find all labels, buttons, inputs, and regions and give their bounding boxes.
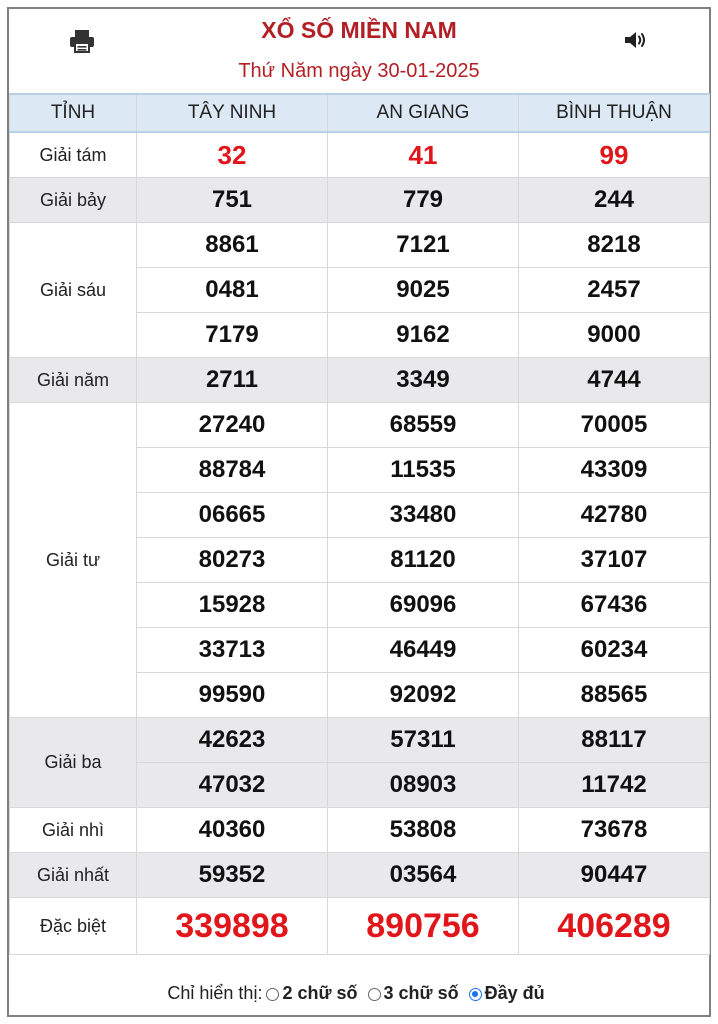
prize-number: 41: [328, 132, 519, 178]
prize-number: 779: [328, 178, 519, 223]
prize-number: 80273: [137, 538, 328, 583]
prize-number: 67436: [519, 583, 710, 628]
prize-number: 53808: [328, 808, 519, 853]
special-prize-number: 339898: [137, 898, 328, 955]
prize-number: 11535: [328, 448, 519, 493]
province-column-label: TỈNH: [10, 94, 137, 132]
prize-row-g3: [10, 718, 710, 763]
prize-number: 40360: [137, 808, 328, 853]
special-prize-number: 890756: [328, 898, 519, 955]
prize-label: Đặc biệt: [10, 898, 137, 955]
header: [9, 9, 709, 93]
prize-number: 42780: [519, 493, 710, 538]
prize-row-g7: [10, 178, 710, 223]
radio-full[interactable]: [469, 988, 482, 1001]
prize-number: 57311: [328, 718, 519, 763]
page-title: XỔ SỐ MIỀN NAM: [261, 17, 457, 43]
prize-number: 244: [519, 178, 710, 223]
prize-row-g2: [10, 808, 710, 853]
prize-number: 08903: [328, 763, 519, 808]
prize-row-g4: [10, 403, 710, 448]
prize-number: 33713: [137, 628, 328, 673]
display-filter-label: Chỉ hiển thị:: [167, 982, 263, 1003]
option-full-label[interactable]: Đầy đủ: [484, 982, 545, 1003]
option-3-digits-label[interactable]: 3 chữ số: [383, 982, 459, 1003]
prize-number: 37107: [519, 538, 710, 583]
prize-number: 70005: [519, 403, 710, 448]
prize-number: 68559: [328, 403, 519, 448]
prize-label: Giải tư: [10, 403, 137, 718]
special-prize-number: 406289: [519, 898, 710, 955]
prize-number: 99590: [137, 673, 328, 718]
draw-date: Thứ Năm ngày 30-01-2025: [238, 60, 480, 82]
prize-number: 3349: [328, 358, 519, 403]
prize-row-g8: [10, 132, 710, 178]
prize-number: 06665: [137, 493, 328, 538]
prize-number: 42623: [137, 718, 328, 763]
prize-number: 69096: [328, 583, 519, 628]
prize-label: Giải ba: [10, 718, 137, 808]
prize-row-g6: [10, 223, 710, 268]
prize-number: 9000: [519, 313, 710, 358]
radio-2-digits[interactable]: [266, 988, 279, 1001]
prize-number: 43309: [519, 448, 710, 493]
prize-row-g5: [10, 358, 710, 403]
prize-number: 7121: [328, 223, 519, 268]
prize-number: 99: [519, 132, 710, 178]
prize-label: Giải năm: [10, 358, 137, 403]
prize-number: 90447: [519, 853, 710, 898]
province-name[interactable]: AN GIANG: [328, 94, 519, 132]
prize-number: 2457: [519, 268, 710, 313]
prize-number: 4744: [519, 358, 710, 403]
prize-number: 27240: [137, 403, 328, 448]
results-panel: [7, 7, 711, 1017]
prize-label: Giải nhất: [10, 853, 137, 898]
prize-number: 46449: [328, 628, 519, 673]
prize-number: 47032: [137, 763, 328, 808]
prize-row-special: [10, 898, 710, 955]
province-name[interactable]: BÌNH THUẬN: [519, 94, 710, 132]
prize-number: 2711: [137, 358, 328, 403]
prize-number: 88117: [519, 718, 710, 763]
prize-number: 11742: [519, 763, 710, 808]
prize-number: 88565: [519, 673, 710, 718]
prize-number: 60234: [519, 628, 710, 673]
prize-number: 33480: [328, 493, 519, 538]
prize-number: 15928: [137, 583, 328, 628]
prize-label: Giải tám: [10, 132, 137, 178]
prize-number: 8218: [519, 223, 710, 268]
prize-number: 9162: [328, 313, 519, 358]
prize-number: 7179: [137, 313, 328, 358]
results-table: [9, 93, 710, 955]
prize-number: 73678: [519, 808, 710, 853]
prize-number: 92092: [328, 673, 519, 718]
prize-number: 88784: [137, 448, 328, 493]
prize-number: 9025: [328, 268, 519, 313]
option-2-digits-label[interactable]: 2 chữ số: [282, 982, 358, 1003]
province-header-row: [10, 94, 710, 132]
prize-number: 8861: [137, 223, 328, 268]
prize-number: 751: [137, 178, 328, 223]
province-name[interactable]: TÂY NINH: [137, 94, 328, 132]
speaker-icon[interactable]: [623, 29, 649, 51]
prize-number: 59352: [137, 853, 328, 898]
radio-3-digits[interactable]: [368, 988, 381, 1001]
prize-number: 0481: [137, 268, 328, 313]
prize-number: 32: [137, 132, 328, 178]
prize-number: 81120: [328, 538, 519, 583]
prize-row-g1: [10, 853, 710, 898]
prize-number: 03564: [328, 853, 519, 898]
prize-label: Giải sáu: [10, 223, 137, 358]
display-filter: [9, 973, 709, 1013]
prize-label: Giải bảy: [10, 178, 137, 223]
prize-label: Giải nhì: [10, 808, 137, 853]
